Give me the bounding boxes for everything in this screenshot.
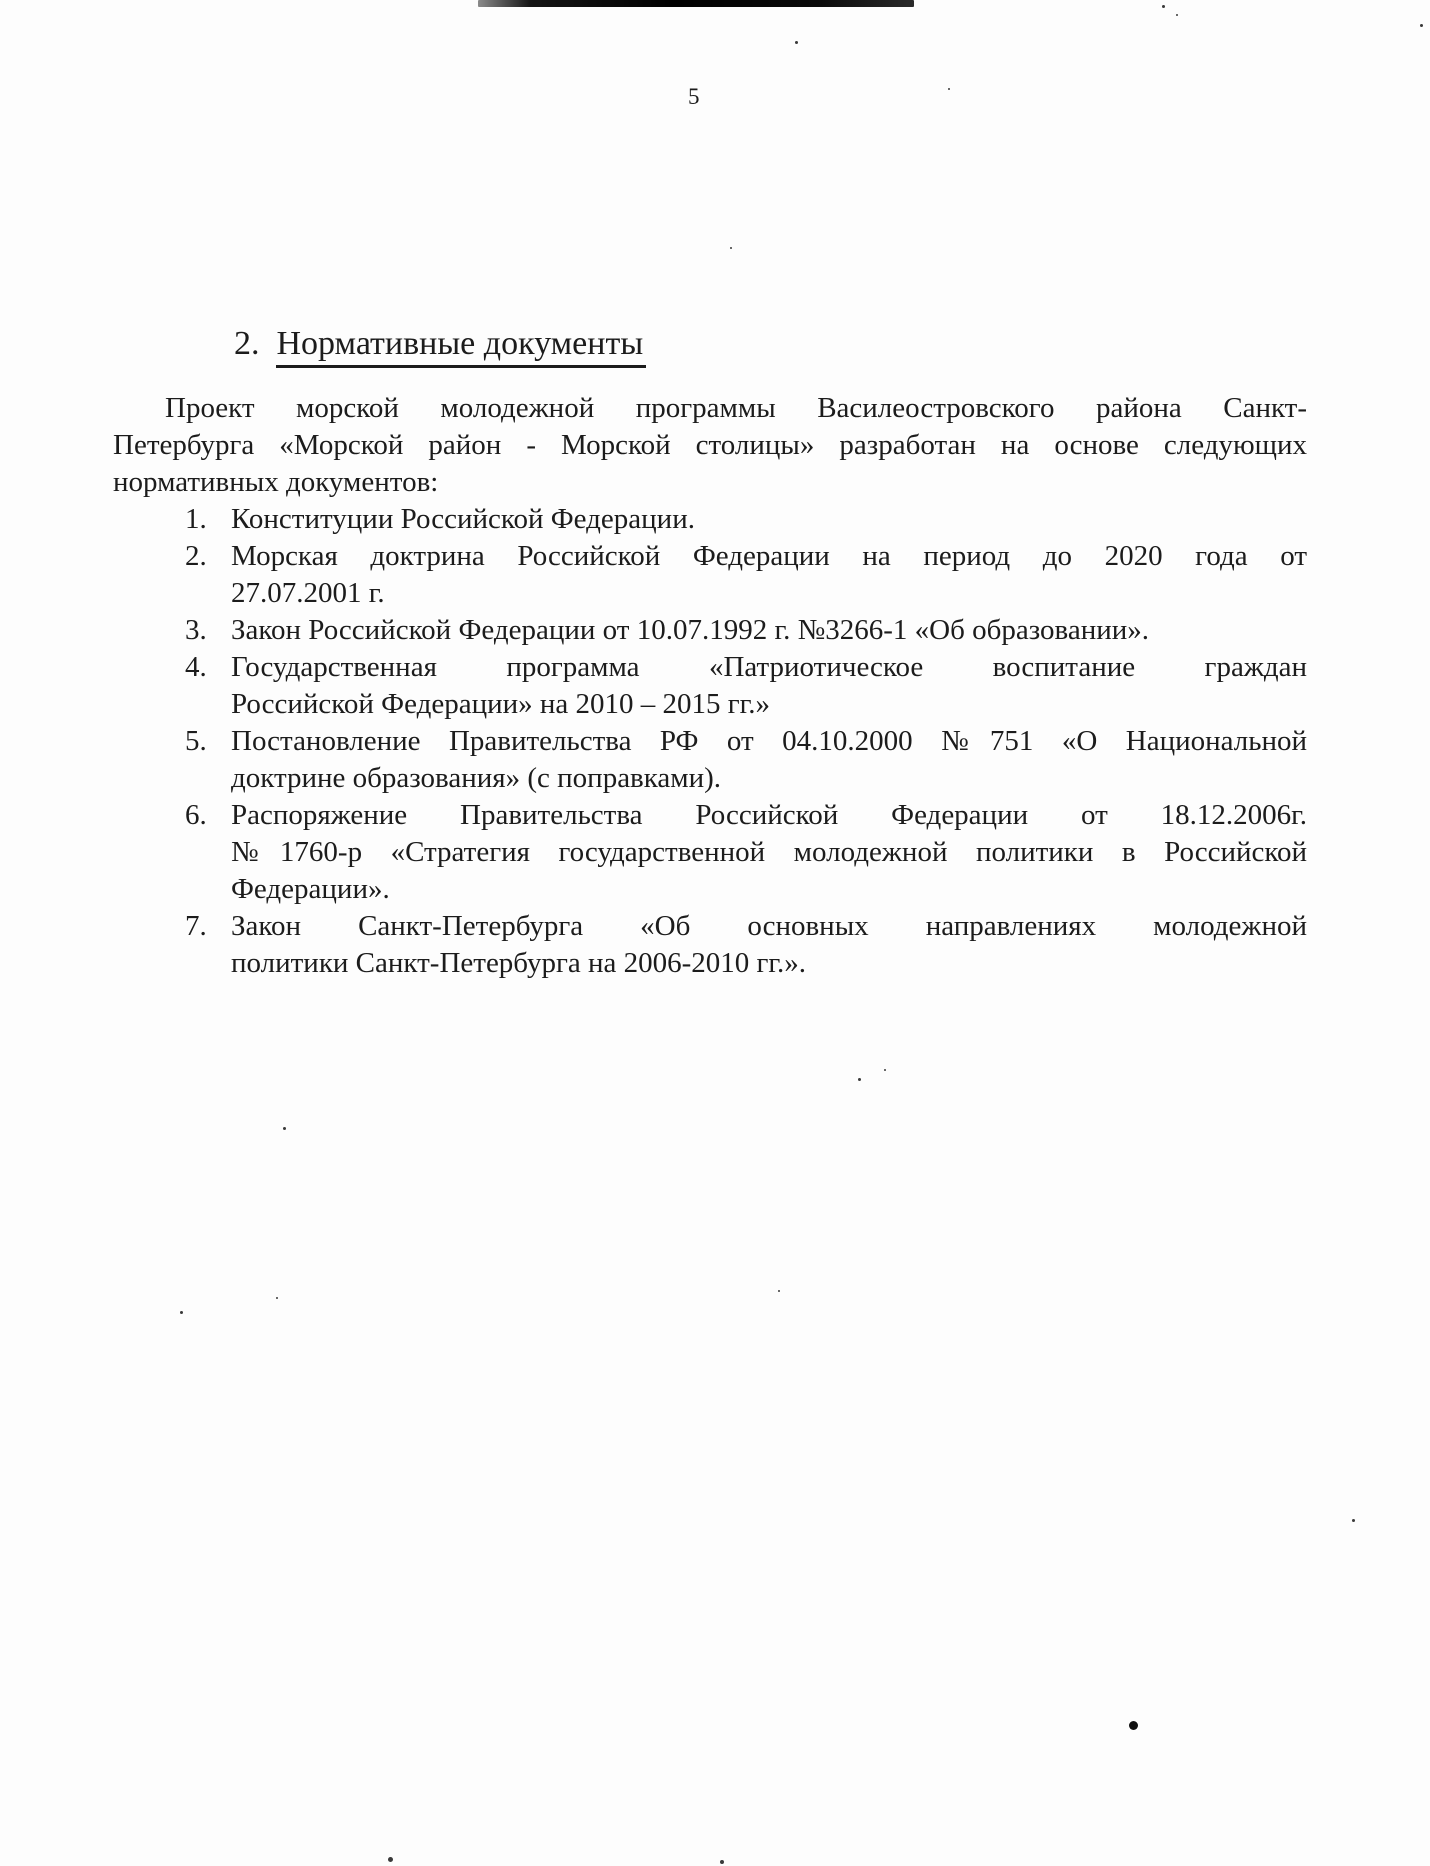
body-text-block [113,390,1307,982]
scan-speck [1420,24,1423,27]
list-item-number: 6. [185,799,207,831]
paragraph-line: нормативных документов: [113,466,439,498]
scan-speck [858,1078,861,1081]
scan-speck [1129,1721,1138,1730]
list-item-line: доктрине образования» (с поправками). [231,762,722,794]
list-item-line: Морская доктрина Российской Федерации на период до 2020 года от [231,540,1307,572]
scan-speck [1162,5,1165,8]
list-item [113,538,1307,612]
scan-speck [720,1860,724,1864]
list-item [113,501,1307,538]
scan-speck [730,247,732,249]
list-item-line: Конституции Российской Федерации. [231,503,695,535]
intro-paragraph [113,390,1307,501]
section-heading [234,322,646,366]
scan-speck [778,1290,780,1292]
list-item-number: 4. [185,651,207,683]
scan-speck [283,1127,286,1130]
paragraph-line: Петербурга «Морской район - Морской столицы» разработан на основе следующих [113,429,1307,461]
list-item-line: политики Санкт-Петербурга на 2006-2010 гг.». [231,947,807,979]
list-item-number: 5. [185,725,207,757]
scan-speck [388,1857,393,1862]
list-item [113,723,1307,797]
list-item [113,797,1307,908]
scan-speck [276,1297,278,1299]
list-item-line: Закон Российской Федерации от 10.07.1992 г. №3266-1 «Об образовании». [231,614,1150,646]
list-item-line: Закон Санкт-Петербурга «Об основных направлениях молодежной [231,910,1307,942]
list-item-number: 7. [185,910,207,942]
list-item-line: Постановление Правительства РФ от 04.10.2000 №751 «О Национальной [231,725,1307,757]
list-item-number: 3. [185,614,207,646]
list-item [113,612,1307,649]
normative-documents-list [113,501,1307,982]
scan-artifact-bar [478,0,914,7]
scan-speck [948,88,950,90]
list-item-line: Распоряжение Правительства Российской Федерации от 18.12.2006г. [231,799,1307,831]
list-item-line: №1760-р «Стратегия государственной молодежной политики в Российской [231,836,1307,868]
list-item-line: Государственная программа «Патриотическое воспитание граждан [231,651,1307,683]
list-item-number: 2. [185,540,207,572]
scan-speck [884,1069,886,1071]
list-item-line: Российской Федерации» на 2010 – 2015 гг.» [231,688,771,720]
scan-speck [180,1311,183,1314]
section-heading-title: Нормативные документы [276,325,647,368]
list-item [113,908,1307,982]
list-item-number: 1. [185,503,207,535]
scan-speck [1176,14,1178,16]
paragraph-line: Проект морской молодежной программы Василеостровского района Санкт- [165,392,1307,424]
list-item [113,649,1307,723]
scan-speck [1352,1519,1355,1522]
section-heading-number: 2. [234,325,260,362]
scan-speck [795,41,798,44]
page-number: 5 [688,84,701,109]
list-item-line: Федерации». [231,873,390,905]
list-item-line: 27.07.2001 г. [231,577,385,609]
